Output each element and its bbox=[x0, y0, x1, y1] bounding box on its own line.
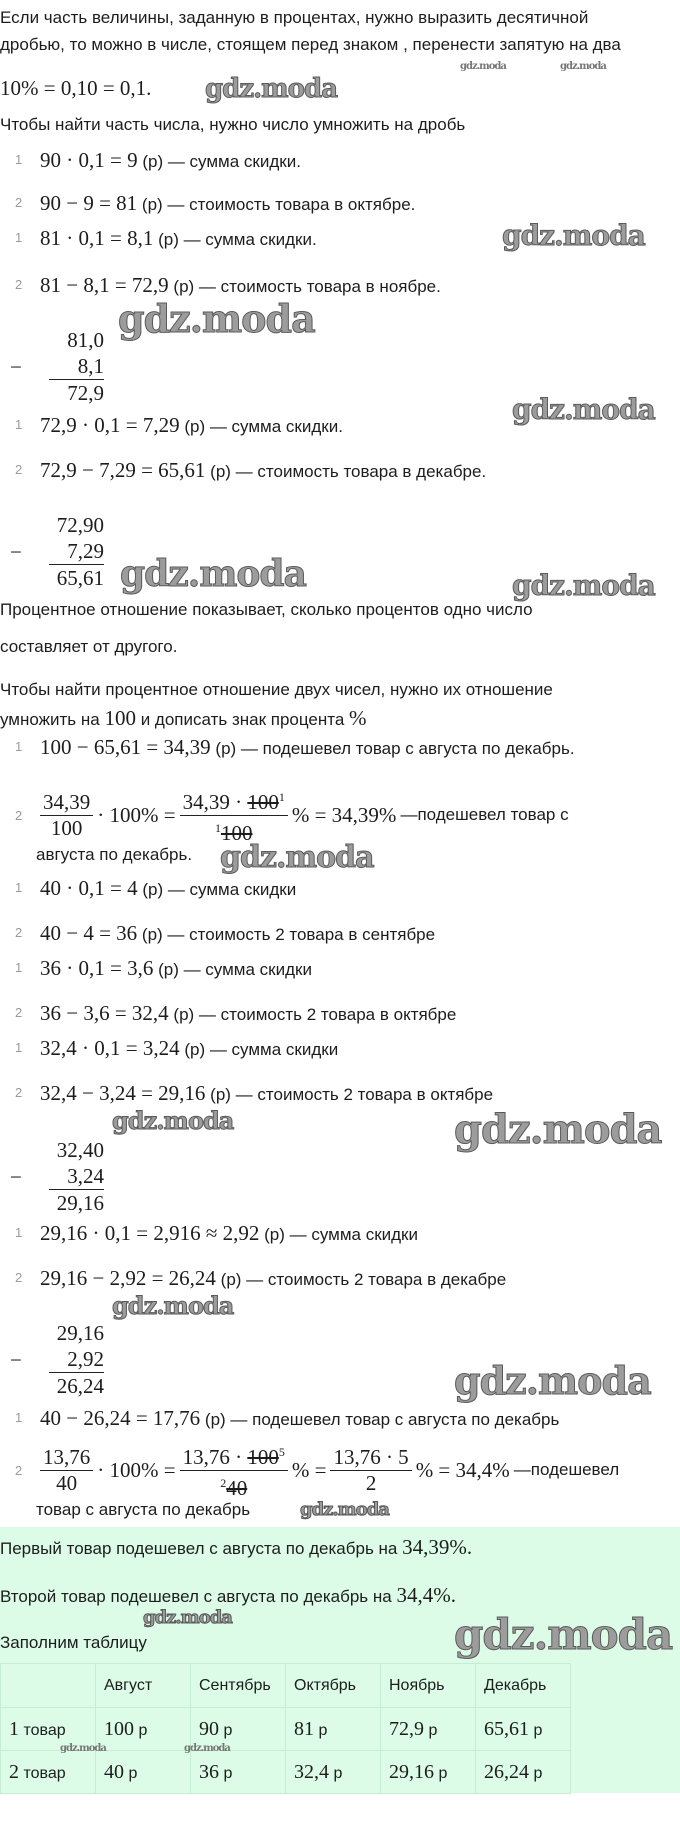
step-body bbox=[40, 190, 415, 218]
step-number: 1 bbox=[15, 230, 23, 245]
watermark: gdz.moda bbox=[512, 569, 655, 602]
math: · 100% = bbox=[97, 802, 176, 827]
step-math: 40 · 0,1 = 4 bbox=[40, 876, 138, 900]
table-row bbox=[1, 1751, 571, 1794]
cell-unit: р bbox=[428, 1721, 438, 1739]
math-100: 100 bbox=[104, 706, 136, 730]
table-cell bbox=[476, 1751, 571, 1794]
step-text: (р) — сумма скидки bbox=[184, 1040, 339, 1059]
step-number: 2 bbox=[15, 925, 23, 940]
step-math: 36 − 3,6 = 32,4 bbox=[40, 1001, 169, 1025]
step-text: (р) — сумма скидки. bbox=[142, 152, 301, 171]
watermark: gdz.moda bbox=[454, 1106, 662, 1153]
watermark: gdz.moda bbox=[460, 61, 506, 72]
math: % = 34,4% bbox=[415, 1457, 510, 1482]
percent-rule-line-1: Процентное отношение показывает, сколько процентов одно число bbox=[0, 600, 533, 619]
table-cell bbox=[191, 1751, 286, 1794]
watermark: gdz.moda bbox=[112, 1106, 234, 1135]
cell-value: 72,9 bbox=[389, 1717, 424, 1740]
row-number: 2 bbox=[9, 1760, 19, 1783]
step-math: 90 · 0,1 = 9 bbox=[40, 148, 138, 172]
step-text: (р) — сумма скидки bbox=[264, 1225, 418, 1244]
minuend: 81,0 bbox=[67, 328, 104, 352]
result: 72,9 bbox=[67, 381, 104, 405]
step-text: (р) — подешевел товар с августа по декабрь bbox=[204, 1410, 560, 1429]
step-body bbox=[40, 955, 312, 983]
cell-value: 65,61 bbox=[484, 1717, 529, 1740]
cell-unit: р bbox=[138, 1721, 148, 1739]
result: 29,16 bbox=[56, 1191, 104, 1215]
fraction-step-1-cont: августа по декабрь. bbox=[36, 845, 193, 864]
cell-value: 26,24 bbox=[484, 1760, 529, 1783]
step-number: 2 bbox=[15, 1462, 23, 1478]
step-number: 1 bbox=[15, 880, 23, 895]
step-math: 32,4 − 3,24 = 29,16 bbox=[40, 1081, 206, 1105]
step-text: (р) — стоимость 2 товара в октябре bbox=[173, 1005, 457, 1024]
watermark: gdz.moda bbox=[220, 840, 374, 875]
step-number: 1 bbox=[15, 152, 23, 167]
denominator bbox=[217, 1471, 250, 1501]
step-number: 1 bbox=[15, 739, 23, 754]
step-body bbox=[40, 147, 301, 175]
cell-value: 29,16 bbox=[389, 1760, 434, 1783]
step-text: (р) — стоимость 2 товара в сентябре bbox=[141, 925, 436, 944]
step-math: 100 − 65,61 = 34,39 bbox=[40, 735, 211, 759]
table-cell bbox=[96, 1708, 191, 1751]
step-math: 36 · 0,1 = 3,6 bbox=[40, 956, 154, 980]
step-number: 2 bbox=[15, 1085, 23, 1100]
subtrahend: 2,92 bbox=[67, 1347, 104, 1371]
step-math: 90 − 9 = 81 bbox=[40, 191, 138, 215]
step-text: (р) — сумма скидки bbox=[158, 960, 312, 979]
percent-rule-line-3: Чтобы найти процентное отношение двух чисел, нужно их отношение bbox=[0, 680, 553, 699]
watermark: gdz.moda bbox=[118, 296, 315, 341]
watermark: gdz.moda bbox=[502, 219, 645, 252]
percent-rule-line-4 bbox=[0, 705, 367, 731]
table-header-cell: Сентябрь bbox=[191, 1664, 286, 1708]
table-cell bbox=[381, 1708, 476, 1751]
cancelled: 40 bbox=[226, 1475, 248, 1500]
step-body bbox=[40, 1000, 456, 1028]
cell-unit: р bbox=[223, 1721, 233, 1739]
cell-unit: р bbox=[533, 1764, 543, 1782]
step-number: 2 bbox=[15, 1005, 23, 1020]
step-text: (р) — стоимость товара в декабре. bbox=[210, 462, 487, 481]
text: —подешевел товар с bbox=[400, 805, 569, 824]
cancelled: 100 bbox=[247, 1444, 279, 1469]
math: 13,76 · bbox=[182, 1444, 243, 1469]
step-body bbox=[40, 1080, 493, 1108]
sup: 2 bbox=[220, 1475, 227, 1490]
sup: 1 bbox=[278, 789, 285, 804]
table-cell bbox=[476, 1708, 571, 1751]
step-math: 72,9 · 0,1 = 7,29 bbox=[40, 413, 180, 437]
cell-value: 40 bbox=[104, 1760, 124, 1783]
step-number: 2 bbox=[15, 807, 23, 823]
step-number: 2 bbox=[15, 277, 23, 292]
table-cell bbox=[96, 1751, 191, 1794]
text: и дописать знак процента bbox=[140, 710, 345, 729]
cell-unit: р bbox=[318, 1721, 328, 1739]
step-body bbox=[40, 1405, 559, 1433]
step-number: 2 bbox=[15, 195, 23, 210]
math-percent: % bbox=[349, 706, 367, 730]
cancelled: 100 bbox=[247, 789, 279, 814]
row-label-text: товар bbox=[23, 1764, 66, 1782]
cancelled: 100 bbox=[220, 820, 253, 845]
step-body bbox=[40, 412, 343, 440]
minus-sign: − bbox=[10, 1348, 22, 1372]
step-math: 40 − 26,24 = 17,76 bbox=[40, 1406, 201, 1430]
step-math: 81 · 0,1 = 8,1 bbox=[40, 226, 154, 250]
table-header-cell bbox=[1, 1664, 96, 1708]
text: —подешевел bbox=[513, 1460, 620, 1479]
step-number: 1 bbox=[15, 1410, 23, 1425]
cell-value: 32,4 bbox=[294, 1760, 329, 1783]
step-text: (р) — стоимость товара в ноябре. bbox=[173, 277, 441, 296]
minus-sign: − bbox=[10, 355, 22, 379]
watermark: gdz.moda bbox=[184, 1743, 230, 1754]
table-cell bbox=[286, 1751, 381, 1794]
watermark: gdz.moda bbox=[454, 1610, 673, 1659]
fraction bbox=[180, 785, 288, 846]
cell-unit: р bbox=[223, 1764, 233, 1782]
minuend: 32,40 bbox=[56, 1138, 104, 1162]
cell-unit: р bbox=[128, 1764, 138, 1782]
step-text: (р) — стоимость 2 товара в октябре bbox=[210, 1085, 494, 1104]
answer-first bbox=[0, 1534, 472, 1560]
text: Второй товар подешевел с августа по декабрь на bbox=[0, 1587, 392, 1606]
denominator: 40 bbox=[56, 1470, 78, 1495]
step-body bbox=[40, 457, 486, 485]
step-body bbox=[40, 734, 575, 762]
watermark: gdz.moda bbox=[512, 393, 655, 426]
numerator: 34,39 bbox=[40, 790, 93, 816]
price-table bbox=[0, 1663, 571, 1794]
numerator: 13,76 · 5 bbox=[330, 1445, 411, 1471]
subtrahend: 8,1 bbox=[77, 354, 104, 378]
step-text: (р) — стоимость товара в октябре. bbox=[141, 195, 416, 214]
table-header-cell: Август bbox=[96, 1664, 191, 1708]
row-number: 1 bbox=[9, 1717, 19, 1740]
step-body bbox=[40, 225, 317, 253]
step-body bbox=[40, 1265, 506, 1293]
minus-sign: − bbox=[10, 540, 22, 564]
table-header-cell: Октябрь bbox=[286, 1664, 381, 1708]
watermark: gdz.moda bbox=[60, 1743, 106, 1754]
minuend: 29,16 bbox=[56, 1321, 104, 1345]
watermark: gdz.moda bbox=[205, 74, 338, 104]
step-math: 29,16 · 0,1 = 2,916 ≈ 2,92 bbox=[40, 1221, 260, 1245]
step-body bbox=[40, 920, 435, 948]
step-text: (р) — сумма скидки bbox=[142, 880, 297, 899]
fraction bbox=[40, 790, 93, 841]
math: % = 34,39% bbox=[291, 802, 397, 827]
intro-line-1: Если часть величины, заданную в процентах, нужно выразить десятичной bbox=[0, 8, 589, 27]
step-text: (р) — стоимость 2 товара в декабре bbox=[220, 1270, 507, 1289]
step-text: (р) — сумма скидки. bbox=[158, 230, 317, 249]
step-body bbox=[40, 875, 296, 903]
step-text: (р) — подешевел товар с августа по декабрь. bbox=[215, 739, 575, 758]
table-header-row bbox=[1, 1664, 571, 1708]
table-cell bbox=[381, 1751, 476, 1794]
numerator: 13,76 bbox=[40, 1445, 93, 1471]
intro-math: 10% = 0,10 = 0,1. bbox=[0, 76, 152, 100]
subtrahend: 7,29 bbox=[67, 539, 104, 563]
cell-value: 81 bbox=[294, 1717, 314, 1740]
row-label bbox=[1, 1751, 96, 1794]
denominator: 100 bbox=[50, 815, 83, 840]
cell-value: 36 bbox=[199, 1760, 219, 1783]
step-number: 2 bbox=[15, 462, 23, 477]
cell-unit: р bbox=[533, 1721, 543, 1739]
numerator bbox=[180, 785, 288, 816]
math: 34,4%. bbox=[396, 1583, 456, 1607]
text: умножить на bbox=[0, 710, 100, 729]
step-number: 1 bbox=[15, 1225, 23, 1240]
sup: 1 bbox=[214, 820, 221, 835]
answer-second bbox=[0, 1582, 456, 1608]
cell-value: 90 bbox=[199, 1717, 219, 1740]
fraction-step-2-cont: товар с августа по декабрь bbox=[36, 1500, 251, 1519]
step-math: 32,4 · 0,1 = 3,24 bbox=[40, 1036, 180, 1060]
step-number: 1 bbox=[15, 960, 23, 975]
table-cell bbox=[286, 1708, 381, 1751]
watermark: gdz.moda bbox=[300, 1499, 389, 1520]
math: % = bbox=[291, 1457, 327, 1482]
cell-unit: р bbox=[438, 1764, 448, 1782]
percent-rule-line-2: составляет от другого. bbox=[0, 637, 178, 656]
fraction bbox=[40, 1445, 93, 1496]
step-body bbox=[40, 1220, 418, 1248]
row-label-text: товар bbox=[23, 1721, 66, 1739]
math: 34,39 · bbox=[182, 789, 243, 814]
math: 34,39%. bbox=[402, 1535, 473, 1559]
step-number: 2 bbox=[15, 1270, 23, 1285]
math: · 100% = bbox=[97, 1457, 176, 1482]
step-math: 72,9 − 7,29 = 65,61 bbox=[40, 458, 206, 482]
watermark: gdz.moda bbox=[112, 1291, 234, 1320]
subtrahend: 3,24 bbox=[67, 1164, 104, 1188]
denominator: 2 bbox=[365, 1470, 377, 1495]
fraction bbox=[330, 1445, 411, 1496]
step-math: 81 − 8,1 = 72,9 bbox=[40, 273, 169, 297]
step-number: 1 bbox=[15, 417, 23, 432]
text: Первый товар подешевел с августа по декабрь на bbox=[0, 1539, 398, 1558]
result: 65,61 bbox=[56, 566, 104, 590]
step-math: 40 − 4 = 36 bbox=[40, 921, 138, 945]
step-text: (р) — сумма скидки. bbox=[184, 417, 343, 436]
minus-sign: − bbox=[10, 1165, 22, 1189]
numerator bbox=[180, 1440, 288, 1471]
step-body bbox=[40, 1035, 338, 1063]
table-header-cell: Ноябрь bbox=[381, 1664, 476, 1708]
result: 26,24 bbox=[56, 1374, 104, 1398]
sup: 5 bbox=[278, 1444, 285, 1459]
rule-part-of-number: Чтобы найти часть числа, нужно число умножить на дробь bbox=[0, 115, 466, 134]
step-math: 29,16 − 2,92 = 26,24 bbox=[40, 1266, 216, 1290]
table-header-cell: Декабрь bbox=[476, 1664, 571, 1708]
watermark: gdz.moda bbox=[120, 553, 306, 595]
intro-line-2: дробью, то можно в числе, стоящем перед знаком , перенести запятую на два bbox=[0, 35, 621, 54]
cell-unit: р bbox=[333, 1764, 343, 1782]
step-number: 1 bbox=[15, 1040, 23, 1055]
fraction bbox=[180, 1440, 288, 1501]
watermark: gdz.moda bbox=[560, 61, 606, 72]
watermark: gdz.moda bbox=[454, 1358, 651, 1403]
table-title: Заполним таблицу bbox=[0, 1633, 147, 1652]
cell-value: 100 bbox=[104, 1717, 134, 1740]
minuend: 72,90 bbox=[56, 513, 104, 537]
watermark: gdz.moda bbox=[143, 1607, 232, 1628]
